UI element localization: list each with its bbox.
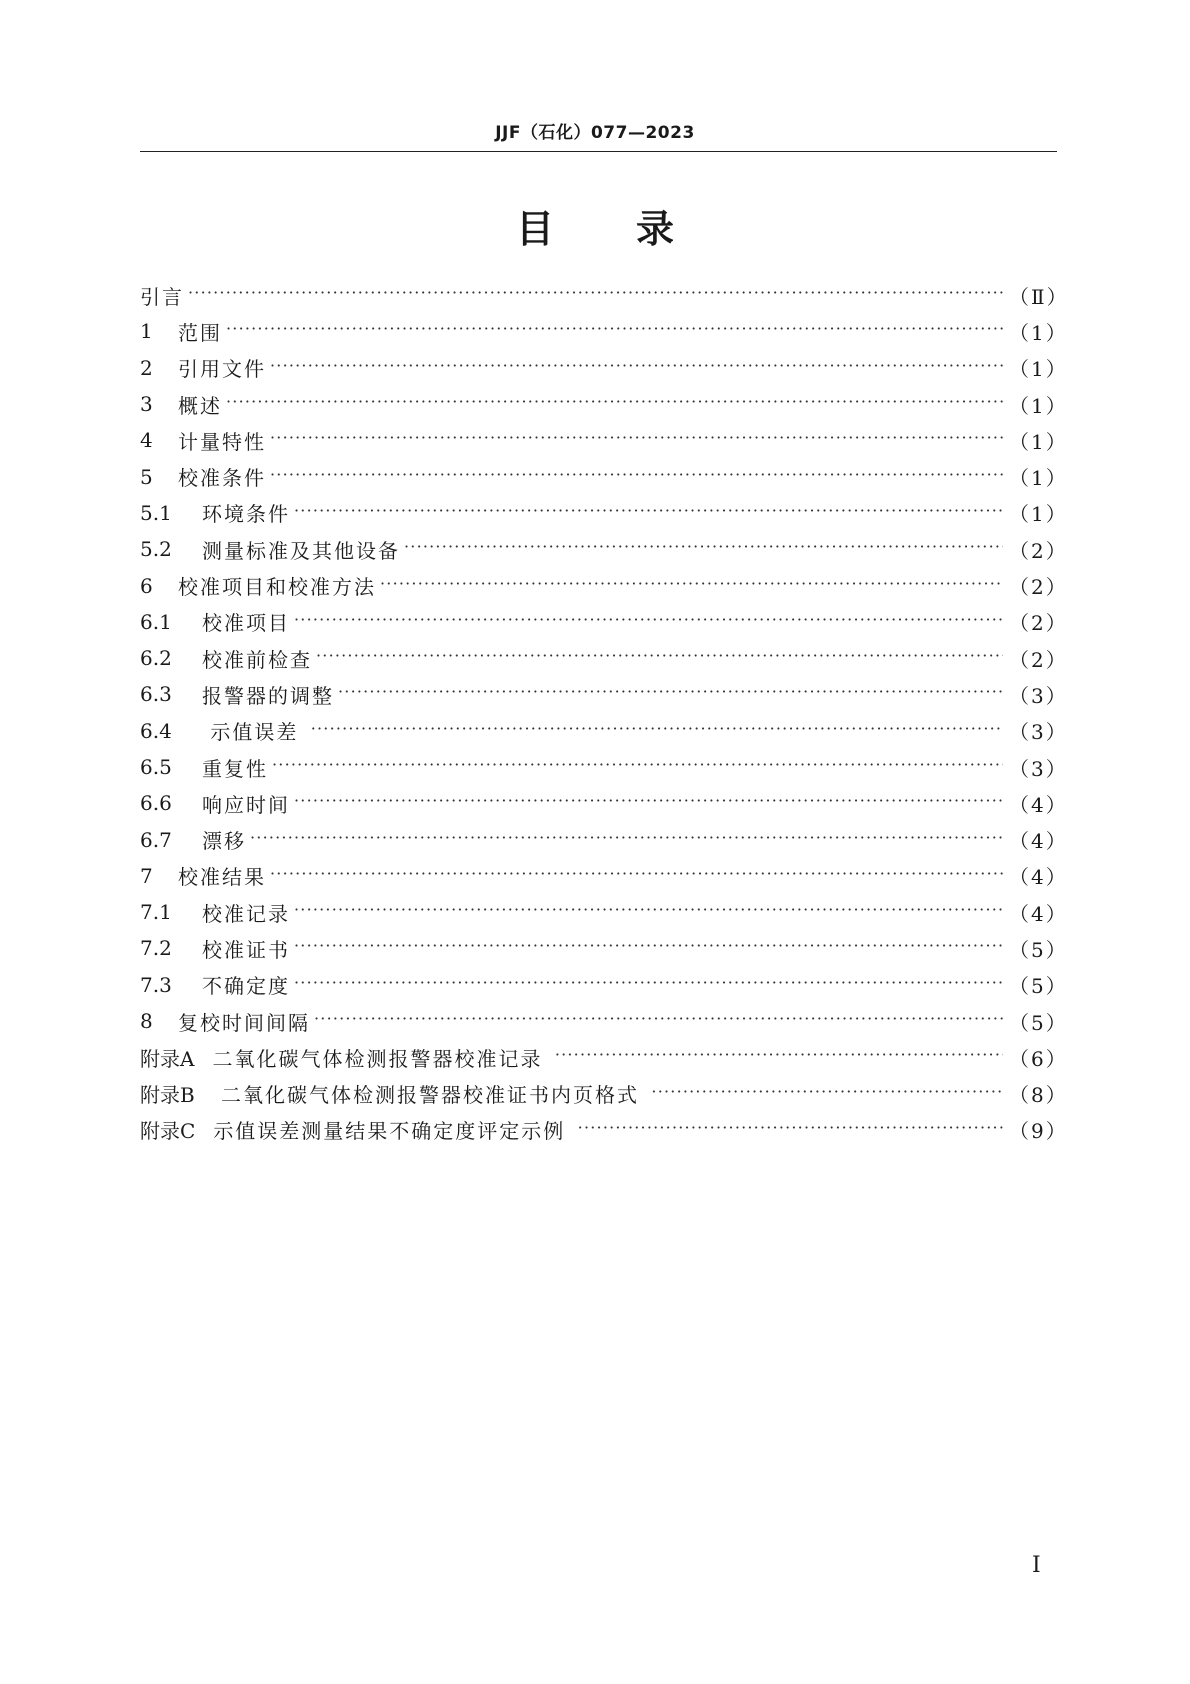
toc-entry-label: 测量标准及其他设备 [202,538,400,563]
toc-entry-page: （Ⅱ） [1009,284,1069,309]
toc-dot-leader [294,902,1003,922]
toc-entry-page: （2） [1009,611,1068,636]
toc-entry-number: 5.1 [140,500,172,525]
toc-dot-leader [294,938,1003,958]
toc-entry-label: 校准条件 [178,466,266,491]
toc-entry-label: 概述 [178,393,222,418]
toc-entry-label: 引言 [140,284,184,309]
toc-entry-label: 报警器的调整 [202,683,334,708]
toc-entry-page: （1） [1009,429,1068,454]
toc-dot-leader [380,576,1003,596]
toc-entry-page: （4） [1009,901,1068,926]
toc-entry[interactable] [140,350,1068,386]
toc-entry-label: 校准证书 [202,937,290,962]
toc-entry[interactable] [140,604,1068,640]
toc-entry-number: 3 [140,392,153,417]
toc-entry-label: 校准项目 [202,611,290,636]
toc-entry[interactable] [140,422,1068,458]
toc-entry-label: 计量特性 [178,429,266,454]
toc-entry-number: 6 [140,573,153,598]
toc-entry-number: 6.7 [140,827,172,852]
toc-entry[interactable] [140,1112,1068,1148]
toc-entry-number: 8 [140,1009,153,1034]
toc-entry[interactable] [140,313,1068,349]
toc-entry[interactable] [140,858,1068,894]
toc-entry-number: 6.6 [140,791,172,816]
toc-entry-page: （3） [1009,683,1068,708]
toc-entry-label: 二氧化碳气体检测报警器校准证书内页格式 [212,1083,648,1108]
toc-entry-number: 6.5 [140,755,172,779]
toc-entry[interactable] [140,567,1068,603]
toc-entry-number: 7 [140,863,153,888]
toc-dot-leader [270,467,1003,487]
toc-entry-number: 附录B [140,1083,195,1108]
toc-entry-label: 响应时间 [202,792,290,817]
toc-entry-number: 6.2 [140,646,172,671]
toc-entry-label: 复校时间间隔 [178,1010,310,1035]
toc-dot-leader [294,503,1003,523]
toc-dot-leader [294,793,1003,813]
toc-dot-leader [311,721,1003,741]
toc-entry[interactable] [140,676,1068,712]
document-code-header: JJF（石化）077—2023 [495,123,695,143]
toc-entry-label: 校准前检查 [202,647,312,672]
toc-entry-label: 不确定度 [202,974,290,999]
toc-entry-page: （9） [1009,1119,1068,1144]
toc-entry-number: 2 [140,355,153,380]
toc-entry[interactable] [140,821,1068,857]
toc-entry[interactable] [140,458,1068,494]
toc-dot-leader [651,1084,1003,1104]
toc-dot-leader [338,684,1003,704]
toc-entry-page: （1） [1009,466,1068,491]
toc-entry[interactable] [140,277,1069,313]
toc-entry-label: 范围 [178,320,222,345]
toc-entry-page: （2） [1009,647,1068,672]
toc-entry-page: （5） [1009,1010,1068,1035]
toc-entry[interactable] [140,531,1068,567]
toc-entry-page: （1） [1009,502,1068,527]
toc-entry-number: 附录A [140,1046,195,1071]
toc-entry[interactable] [140,749,1068,785]
toc-entry-page: （4） [1009,792,1068,817]
toc-entry-number: 4 [140,428,153,453]
toc-entry[interactable] [140,495,1068,531]
toc-entry-number: 7.1 [140,900,172,925]
toc-entry-label: 环境条件 [202,502,290,527]
toc-entry-page: （3） [1009,720,1068,745]
toc-dot-leader [226,321,1003,341]
toc-dot-leader [270,430,1003,450]
toc-entry-label: 漂移 [202,829,246,854]
toc-dot-leader [578,1120,1003,1140]
toc-entry-page: （4） [1009,829,1068,854]
toc-entry-label: 示值误差 [202,720,307,745]
toc-entry-page: （6） [1009,1046,1068,1071]
toc-entry[interactable] [140,1076,1068,1112]
toc-entry-number: 6.3 [140,682,172,707]
toc-entry-label: 校准结果 [178,865,266,890]
toc-entry-number: 1 [140,319,153,344]
toc-entry-page: （4） [1009,865,1068,890]
toc-entry[interactable] [140,967,1068,1003]
toc-entry-number: 5.2 [140,537,172,562]
toc-dot-leader [404,539,1003,559]
toc-entry-page: （2） [1009,575,1068,600]
toc-dot-leader [314,1011,1003,1031]
toc-entry-label: 引用文件 [178,357,266,382]
toc-entry-number: 5 [140,464,153,489]
toc-entry-page: （3） [1009,756,1068,781]
page-number: Ⅰ [1032,1553,1041,1578]
toc-entry-number: 附录C [140,1119,196,1144]
toc-entry-page: （1） [1009,393,1068,418]
toc-dot-leader [270,866,1003,886]
header-divider [140,151,1057,152]
toc-entry-page: （5） [1009,974,1068,999]
toc-entry-label: 校准记录 [202,901,290,926]
toc-entry-label: 校准项目和校准方法 [178,575,376,600]
toc-dot-leader [294,612,1003,632]
toc-entry-page: （2） [1009,538,1068,563]
toc-entry-number: 7.2 [140,936,172,961]
table-of-contents [140,277,1069,1148]
toc-dot-leader [294,975,1003,995]
toc-dot-leader [250,830,1003,850]
toc-entry-number: 7.3 [140,972,172,997]
toc-entry[interactable] [140,386,1068,422]
toc-entry[interactable] [140,894,1068,930]
toc-entry[interactable] [140,713,1068,749]
toc-entry-page: （1） [1009,320,1068,345]
toc-entry[interactable] [140,785,1068,821]
toc-dot-leader [316,648,1003,668]
toc-entry-number: 6.4 [140,718,172,743]
toc-entry[interactable] [140,1003,1068,1039]
toc-dot-leader [188,285,1003,305]
toc-entry-label: 重复性 [202,756,268,781]
toc-dot-leader [270,358,1003,378]
toc-entry[interactable] [140,640,1068,676]
toc-entry-number: 6.1 [140,609,172,634]
toc-dot-leader [555,1047,1003,1067]
toc-dot-leader [226,394,1003,414]
toc-entry-page: （8） [1009,1083,1068,1108]
page-title: 目录 [515,207,756,251]
toc-dot-leader [272,757,1003,777]
toc-entry-label: 示值误差测量结果不确定度评定示例 [213,1119,574,1144]
toc-entry-page: （5） [1009,937,1068,962]
toc-entry-page: （1） [1009,357,1068,382]
toc-entry-label: 二氧化碳气体检测报警器校准记录 [212,1046,551,1071]
toc-entry[interactable] [140,1039,1068,1075]
toc-entry[interactable] [140,930,1068,966]
